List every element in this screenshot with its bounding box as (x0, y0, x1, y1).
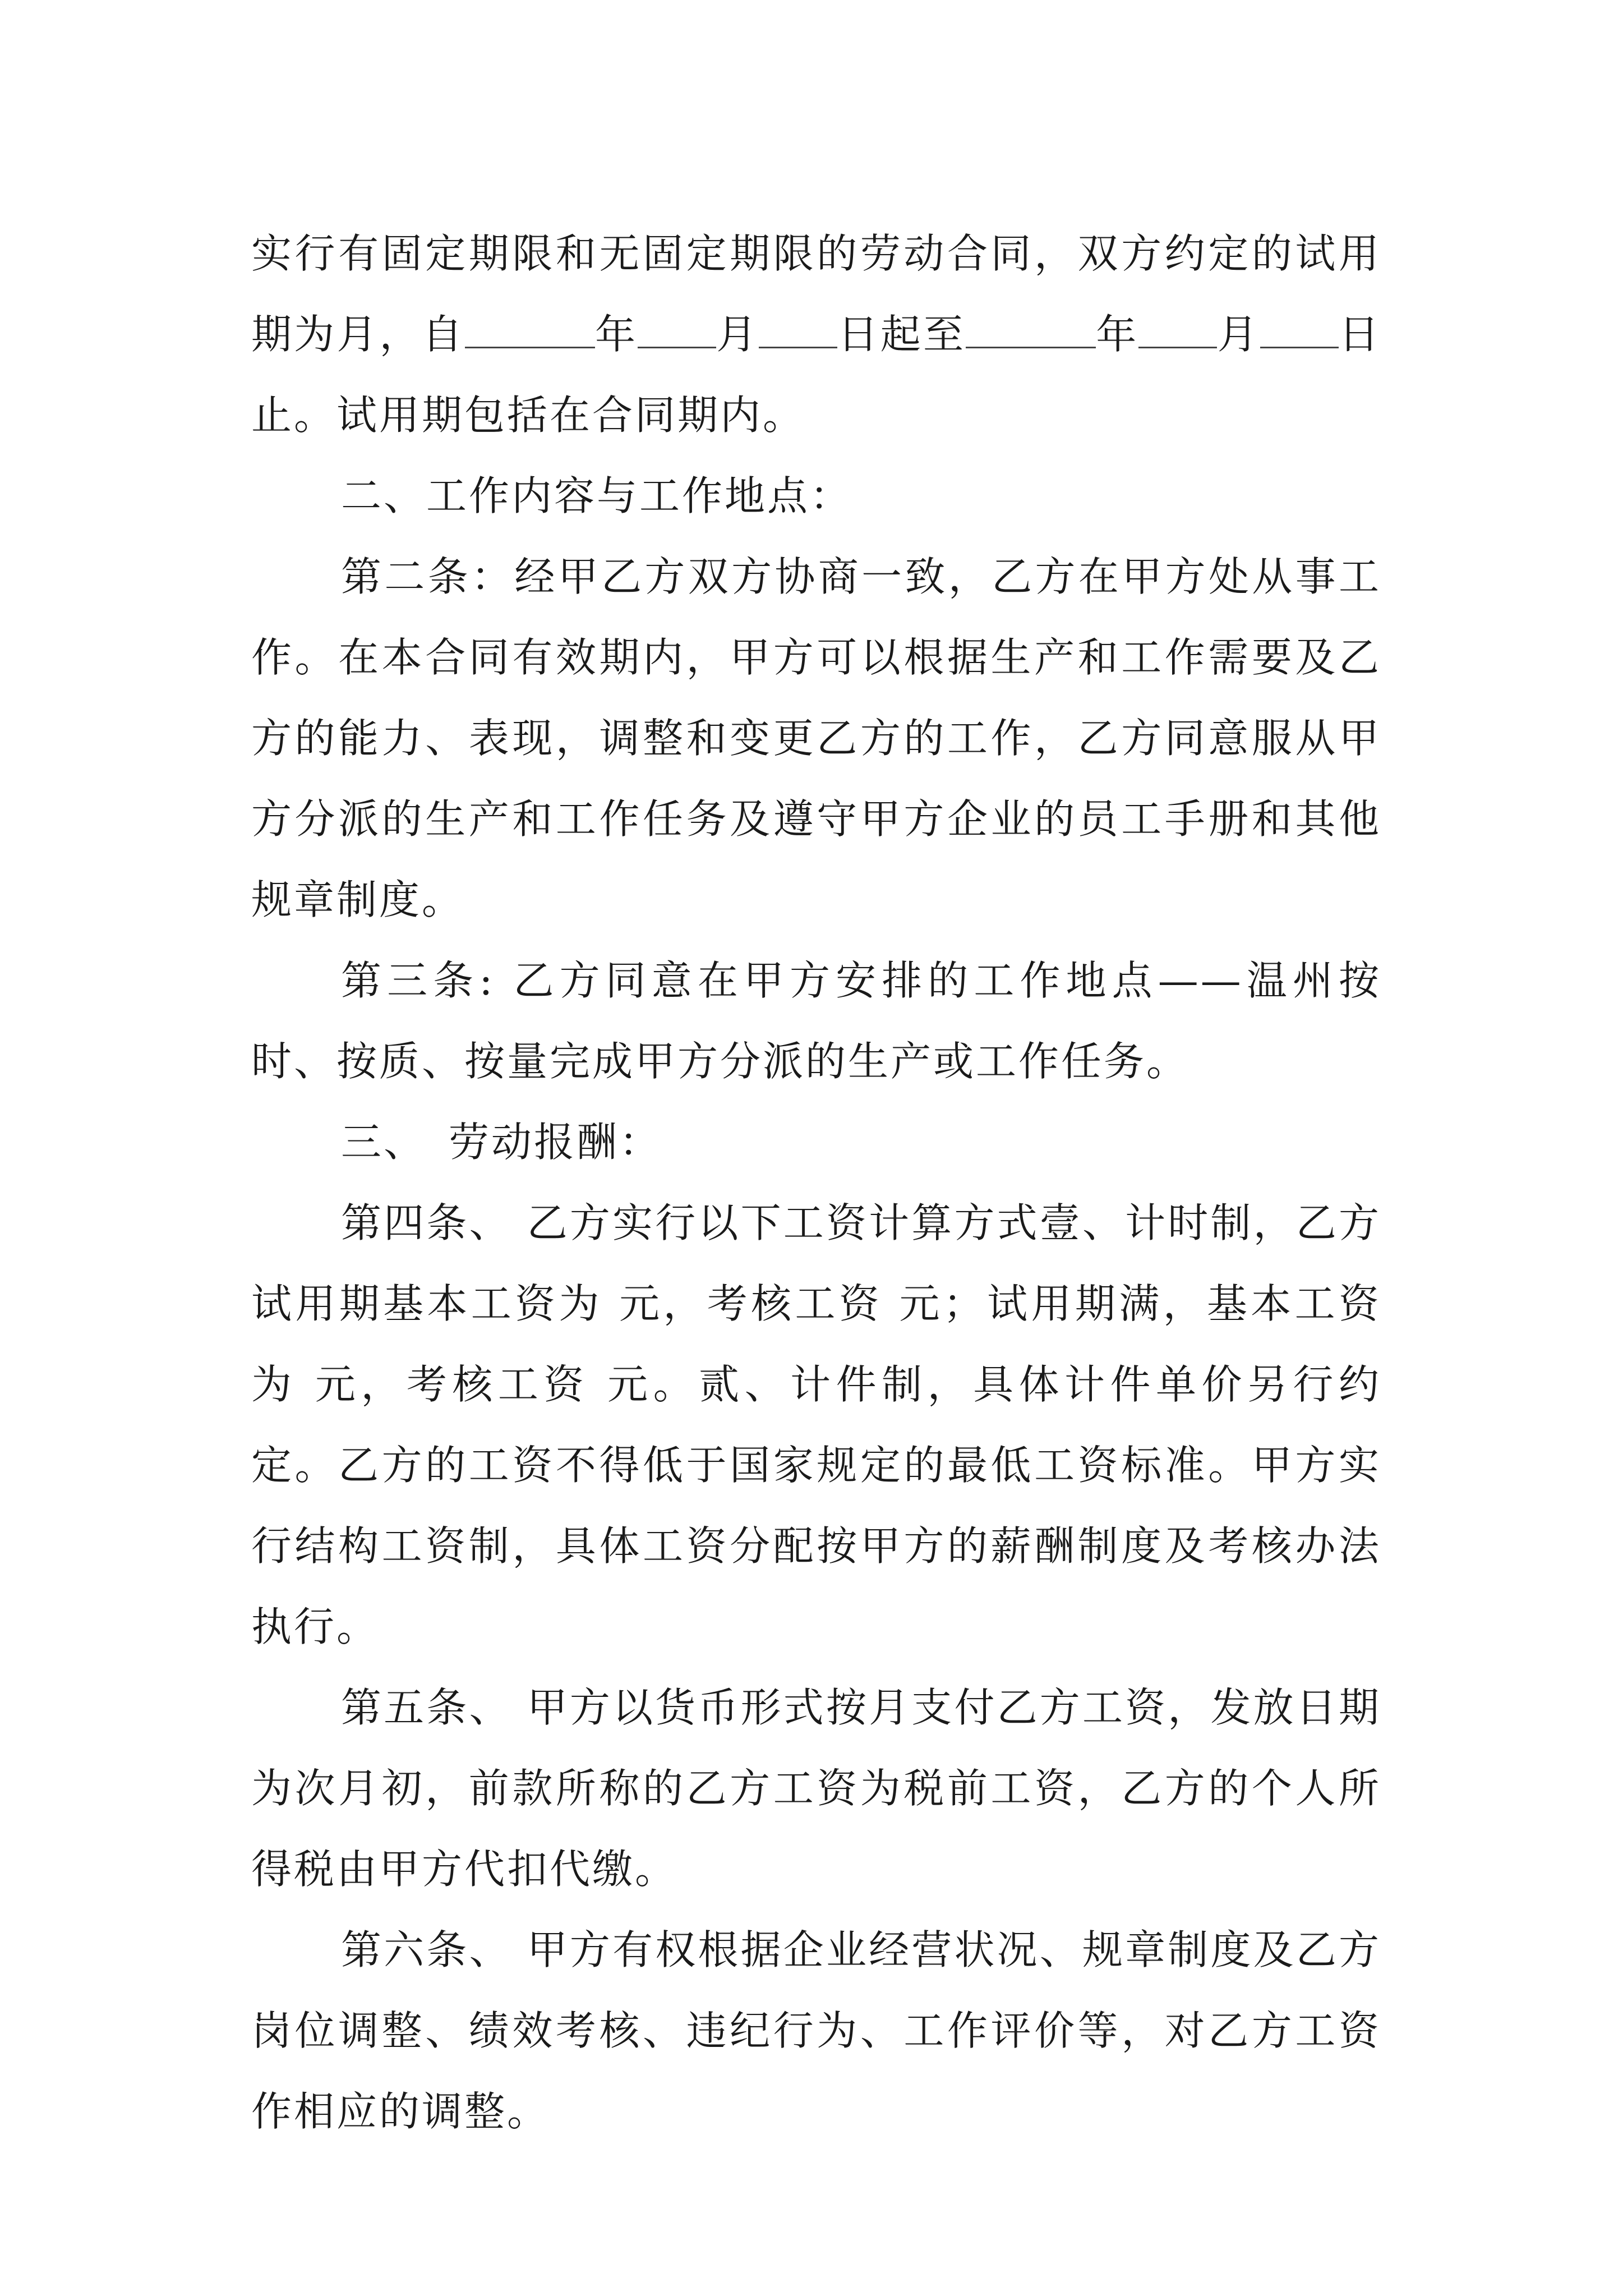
label-year: 年 (594, 311, 638, 358)
article-6: 第六条、 甲方有权根据企业经营状况、规章制度及乙方岗位调整、绩效考核、违纪行为、工作评价等，对乙方工资作相应的调整。 (251, 1926, 1381, 2135)
document-body (251, 213, 1381, 2152)
blank-end-month[interactable] (1138, 313, 1217, 348)
blank-end-year[interactable] (966, 313, 1096, 348)
label-day-to: 日起至 (837, 311, 966, 358)
article-4: 第四条、 乙方实行以下工资计算方式壹、计时制，乙方试用期基本工资为 元，考核工资 元；试用期满，基本工资为 元，考核工资 元。贰、计件制，具体计件单价另行约定。乙方的工资不得低于国家规定的最低工资标准。甲方实行结构工资制，具体工资分配按甲方的薪酬制度及考核办法执行。 (251, 1199, 1381, 1650)
label-end-month: 月 (1217, 311, 1260, 358)
blank-start-month[interactable] (638, 313, 716, 348)
probation-text-end: 日止。试用期包括在合同期内。 (251, 311, 1381, 439)
blank-start-year[interactable] (465, 313, 595, 348)
blank-start-day[interactable] (759, 313, 837, 348)
article-3: 第三条: 乙方同意在甲方安排的工作地点——温州按时、按质、按量完成甲方分派的生产或工作任务。 (251, 957, 1381, 1085)
label-month: 月 (716, 311, 759, 358)
blank-end-day[interactable] (1260, 313, 1339, 348)
section-title: 劳动报酬： (449, 1119, 662, 1166)
article-2: 第二条：经甲乙方双方协商一致，乙方在甲方处从事工作。在本合同有效期内，甲方可以根据生产和工作需要及乙方的能力、表现，调整和变更乙方的工作，乙方同意服从甲方分派的生产和工作任务及遵守甲方企业的员工手册和其他规章制度。 (251, 553, 1381, 923)
paragraph-probation-period (251, 213, 1381, 455)
probation-text-start: 实行有固定期限和无固定期限的劳动合同，双方约定的试用期为月，自 (251, 230, 1381, 358)
section-heading-work-content: 二、工作内容与工作地点： (341, 472, 853, 519)
section-number: 三、 (341, 1119, 427, 1166)
article-5: 第五条、 甲方以货币形式按月支付乙方工资，发放日期为次月初，前款所称的乙方工资为税前工资，乙方的个人所得税由甲方代扣代缴。 (251, 1684, 1381, 1893)
section-heading-remuneration (251, 1102, 1381, 1182)
label-end-year: 年 (1096, 311, 1139, 358)
